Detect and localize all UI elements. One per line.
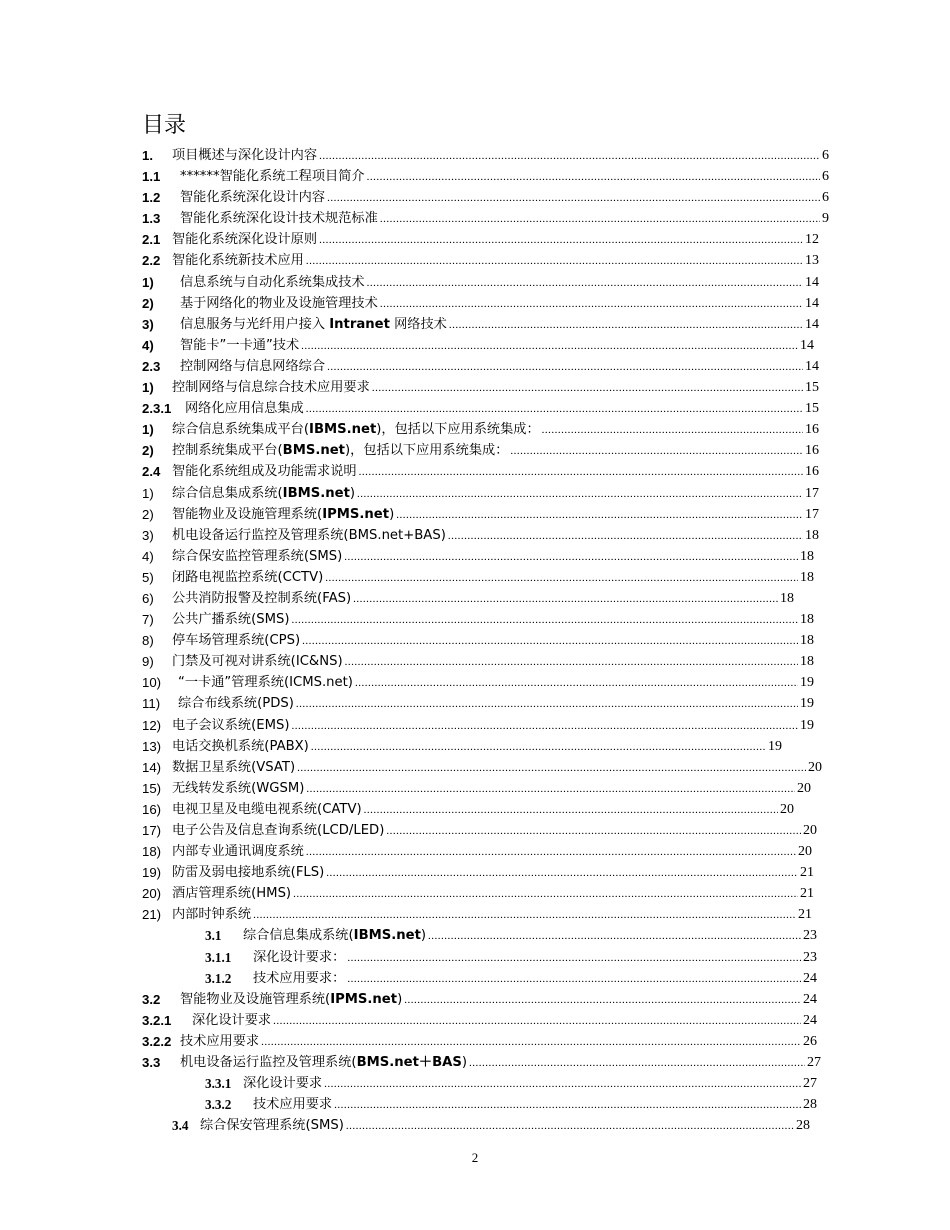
toc-entry-page: 23 (803, 949, 817, 965)
toc-dot-leader (345, 652, 798, 673)
toc-dot-leader (346, 1116, 794, 1137)
toc-entry-number: 13) (142, 738, 162, 754)
toc-dot-leader (364, 800, 778, 821)
toc-entry-number: 20) (142, 886, 162, 902)
toc-entry-page: 21 (800, 886, 814, 902)
toc-entry-number: 11) (142, 696, 161, 712)
toc-entry-page: 18 (780, 590, 794, 606)
toc-dot-leader (380, 294, 803, 315)
toc-entry-title: 防雷及弱电接地系统(FLS) (172, 865, 325, 881)
toc-entry-page: 28 (803, 1097, 817, 1113)
toc-dot-leader (301, 336, 798, 357)
toc-entry-page: 18 (800, 654, 814, 670)
toc-entry-page: 18 (800, 548, 814, 564)
toc-entry-number: 1.2 (142, 190, 161, 206)
toc-entry-page: 18 (805, 527, 819, 543)
toc-entry-number: 12) (142, 717, 162, 733)
toc-dot-leader (334, 1095, 801, 1116)
toc-dot-leader (319, 146, 820, 167)
toc-entry-page: 27 (803, 1076, 817, 1092)
toc-dot-leader (297, 758, 806, 779)
toc-entry-page: 21 (800, 865, 814, 881)
toc-entry-title: 控制系统集成平台(BMS.net)，包括以下应用系统集成： (172, 443, 509, 459)
toc-entry[interactable] (0, 567, 950, 588)
toc-entry-title: 机电设备运行监控及管理系统(BMS.net+BAS) (172, 527, 446, 543)
toc-entry-title: 深化设计要求： (253, 949, 346, 965)
toc-entry[interactable] (0, 883, 950, 904)
toc-entry[interactable] (0, 947, 950, 968)
toc-entry[interactable] (0, 588, 950, 609)
toc-dot-leader (367, 167, 820, 188)
toc-entry[interactable] (0, 630, 950, 651)
toc-entry-title: 控制网络与信息综合技术应用要求 (172, 380, 370, 396)
toc-entry-title: 深化设计要求 (192, 1012, 272, 1028)
toc-entry-title: 智能物业及设施管理系统(IPMS.net) (172, 506, 395, 522)
toc-entry-page: 17 (805, 485, 819, 501)
toc-entry[interactable] (0, 314, 950, 335)
toc-entry[interactable] (0, 335, 950, 356)
toc-dot-leader (449, 315, 803, 336)
toc-entry[interactable] (0, 799, 950, 820)
toc-dot-leader (344, 547, 798, 568)
toc-entry-title: 综合保安管理系统(SMS) (200, 1118, 344, 1134)
toc-entry[interactable] (0, 862, 950, 883)
toc-dot-leader (380, 209, 820, 230)
toc-entry-title: 数据卫星系统(VSAT) (172, 759, 296, 775)
toc-entry[interactable] (0, 504, 950, 525)
toc-entry[interactable] (0, 166, 950, 187)
toc-entry-title: 综合信息集成系统(IBMS.net) (172, 485, 356, 501)
toc-entry-title: 门禁及可视对讲系统(IC&NS) (172, 654, 343, 670)
toc-dot-leader (302, 631, 798, 652)
toc-title: 目录 (142, 113, 187, 138)
toc-entry-page: 24 (803, 991, 817, 1007)
toc-entry-title: 基于网络化的物业及设施管理技术 (180, 295, 378, 311)
toc-entry-number: 4) (142, 548, 154, 564)
toc-entry-number: 3.2.1 (142, 1012, 172, 1028)
toc-entry[interactable] (0, 398, 950, 419)
toc-entry-title: 机电设备运行监控及管理系统(BMS.net＋BAS) (180, 1055, 468, 1071)
toc-entry-number: 2) (142, 443, 154, 459)
toc-dot-leader (347, 969, 801, 990)
toc-entry[interactable] (0, 145, 950, 166)
toc-entry-number: 7) (142, 612, 154, 628)
toc-entry[interactable] (0, 1073, 950, 1094)
toc-entry-title: 公共广播系统(SMS) (172, 612, 290, 628)
toc-entry-title: 内部专业通讯调度系统 (172, 844, 304, 860)
toc-entry-page: 20 (797, 780, 811, 796)
toc-entry-title: 智能化系统组成及功能需求说明 (172, 464, 357, 480)
toc-entry-number: 19) (142, 865, 162, 881)
toc-entry-number: 8) (142, 633, 154, 649)
toc-dot-leader (306, 842, 796, 863)
toc-entry-number: 14) (142, 759, 162, 775)
toc-entry-title: 智能卡”一卡通”技术 (180, 337, 300, 353)
toc-entry-title: 综合布线系统(PDS) (178, 696, 294, 712)
toc-entry-number: 6) (142, 590, 154, 606)
toc-dot-leader (428, 926, 801, 947)
toc-entry-page: 19 (800, 696, 814, 712)
toc-dot-leader (273, 1011, 801, 1032)
toc-dot-leader (367, 273, 803, 294)
toc-entry-number: 15) (142, 780, 162, 796)
toc-dot-leader (359, 462, 803, 483)
toc-entry-page: 23 (803, 928, 817, 944)
toc-entry-page: 20 (808, 759, 822, 775)
toc-entry[interactable] (0, 356, 950, 377)
toc-dot-leader (292, 610, 798, 631)
toc-dot-leader (311, 737, 766, 758)
toc-entry-page: 20 (803, 823, 817, 838)
toc-entry-title: 信息服务与光纤用户接入 Intranet 网络技术 (180, 316, 447, 332)
toc-entry-page: 28 (796, 1118, 810, 1134)
toc-entry-page: 14 (805, 274, 819, 290)
toc-entry[interactable] (0, 693, 950, 714)
toc-dot-leader (386, 821, 801, 842)
toc-entry-page: 12 (805, 232, 819, 248)
toc-entry-number: 3.2.2 (142, 1033, 172, 1049)
toc-entry[interactable] (0, 672, 950, 693)
toc-dot-leader (324, 1074, 801, 1095)
toc-entry-number: 18) (142, 844, 162, 860)
toc-entry-title: 综合信息集成系统(IBMS.net) (243, 928, 427, 944)
toc-entry[interactable] (0, 272, 950, 293)
page-number: 2 (471, 1150, 479, 1165)
toc-entry-number: 5) (142, 569, 154, 585)
toc-entry[interactable] (0, 525, 950, 546)
toc-entry-number: 1) (142, 422, 154, 438)
toc-entry-number: 3.3.1 (205, 1076, 232, 1092)
toc-list (0, 145, 950, 1136)
toc-dot-leader (357, 484, 803, 505)
toc-entry-title: 技术应用要求： (253, 970, 346, 986)
toc-dot-leader (326, 863, 798, 884)
toc-entry-title: 控制网络与信息网络综合 (180, 358, 326, 374)
toc-dot-leader (293, 884, 798, 905)
toc-entry-title: ******智能化系统工程项目简介 (180, 169, 365, 185)
toc-entry-number: 10) (142, 675, 162, 691)
toc-entry-title: 项目概述与深化设计内容 (172, 148, 318, 163)
toc-entry-number: 3) (142, 527, 154, 543)
toc-entry-title: 酒店管理系统(HMS) (172, 886, 292, 902)
toc-entry-title: 电视卫星及电缆电视系统(CATV) (172, 801, 362, 817)
toc-dot-leader (327, 357, 803, 378)
toc-entry-title: 技术应用要求 (180, 1033, 260, 1049)
toc-entry-number: 4) (142, 337, 154, 353)
toc-entry[interactable] (0, 546, 950, 567)
toc-entry[interactable] (0, 187, 950, 208)
toc-dot-leader (448, 526, 803, 547)
toc-entry-title: 深化设计要求 (243, 1076, 323, 1092)
toc-entry-number: 17) (142, 823, 162, 838)
toc-entry-page: 14 (805, 358, 819, 374)
toc-entry-page: 6 (822, 190, 829, 206)
toc-entry-number: 3.1.2 (205, 970, 232, 986)
toc-dot-leader (306, 251, 803, 272)
toc-dot-leader (372, 378, 803, 399)
toc-entry-page: 18 (800, 569, 814, 585)
toc-entry-page: 14 (805, 316, 819, 332)
toc-entry-title: 电话交换机系统(PABX) (172, 738, 309, 754)
toc-entry[interactable] (0, 377, 950, 398)
toc-entry[interactable] (0, 778, 950, 799)
toc-dot-leader (469, 1053, 805, 1074)
toc-entry-page: 18 (800, 633, 814, 649)
toc-entry-number: 1) (142, 274, 154, 290)
toc-entry-page: 24 (803, 1012, 817, 1028)
toc-entry[interactable] (0, 440, 950, 461)
toc-entry[interactable] (0, 989, 950, 1010)
toc-entry-title: 电子会议系统(EMS) (172, 717, 290, 733)
toc-entry-number: 1.3 (142, 211, 161, 227)
toc-entry-number: 2.3.1 (142, 401, 172, 417)
toc-entry-number: 16) (142, 801, 162, 817)
toc-entry[interactable] (0, 1115, 950, 1136)
toc-entry-page: 24 (803, 970, 817, 986)
toc-entry-title: 智能化系统新技术应用 (172, 253, 304, 269)
toc-entry-title: 智能化系统深化设计内容 (180, 190, 326, 206)
toc-entry-page: 17 (805, 506, 819, 522)
toc-dot-leader (327, 188, 820, 209)
toc-entry-number: 3.3.2 (205, 1097, 232, 1113)
toc-dot-leader (325, 568, 798, 589)
toc-entry[interactable] (0, 208, 950, 229)
toc-dot-leader (319, 230, 803, 251)
toc-dot-leader (542, 420, 803, 441)
toc-entry-number: 3.1.1 (205, 949, 232, 965)
toc-entry-page: 20 (798, 844, 812, 860)
toc-entry-number: 2.3 (142, 358, 161, 374)
toc-entry-number: 2) (142, 506, 154, 522)
toc-entry-title: 技术应用要求 (253, 1097, 333, 1113)
toc-entry[interactable] (0, 736, 950, 757)
toc-entry[interactable] (0, 1052, 950, 1073)
toc-entry-title: 内部时钟系统 (172, 907, 252, 923)
toc-entry-number: 2) (142, 295, 154, 311)
toc-entry-title: “一卡通”管理系统(ICMS.net) (178, 675, 353, 691)
toc-entry[interactable] (0, 757, 950, 778)
toc-entry-title: 闭路电视监控系统(CCTV) (172, 569, 324, 585)
toc-entry[interactable] (0, 651, 950, 672)
toc-entry[interactable] (0, 419, 950, 440)
toc-entry-title: 公共消防报警及控制系统(FAS) (172, 590, 352, 606)
toc-entry-page: 14 (805, 295, 819, 311)
toc-entry[interactable] (0, 904, 950, 925)
toc-entry-page: 26 (803, 1033, 817, 1049)
toc-entry-page: 16 (805, 443, 819, 459)
toc-entry-title: 信息系统与自动化系统集成技术 (180, 274, 365, 290)
toc-entry-page: 16 (805, 464, 819, 480)
toc-entry-number: 1.1 (142, 169, 161, 185)
toc-entry[interactable] (0, 293, 950, 314)
toc-entry-page: 27 (807, 1055, 821, 1071)
toc-entry-page: 16 (805, 422, 819, 438)
toc-entry-number: 21) (142, 907, 162, 923)
toc-entry[interactable] (0, 483, 950, 504)
toc-entry-number: 2.2 (142, 253, 161, 269)
toc-entry-page: 15 (805, 401, 819, 417)
toc-entry-page: 21 (798, 907, 812, 923)
toc-entry[interactable] (0, 968, 950, 989)
toc-entry-page: 19 (768, 738, 782, 754)
toc-entry-title: 综合保安监控管理系统(SMS) (172, 548, 343, 564)
toc-entry-page: 15 (805, 380, 819, 396)
toc-entry-number: 3) (142, 316, 154, 332)
toc-entry-number: 1) (142, 485, 154, 501)
toc-entry[interactable] (0, 925, 950, 946)
toc-entry-page: 13 (805, 253, 819, 269)
toc-dot-leader (253, 905, 796, 926)
toc-entry[interactable] (0, 229, 950, 250)
toc-dot-leader (404, 990, 801, 1011)
toc-entry-number: 2.1 (142, 232, 161, 248)
toc-entry-title: 电子公告及信息查询系统(LCD/LED) (172, 823, 385, 838)
toc-entry[interactable] (0, 841, 950, 862)
toc-entry[interactable] (0, 1031, 950, 1052)
toc-dot-leader (353, 589, 778, 610)
toc-entry-title: 无线转发系统(WGSM) (172, 780, 305, 796)
toc-entry-number: 3.1 (205, 928, 222, 944)
toc-dot-leader (347, 948, 801, 969)
toc-dot-leader (306, 779, 795, 800)
toc-entry-title: 停车场管理系统(CPS) (172, 633, 301, 649)
toc-entry-page: 6 (822, 148, 829, 163)
toc-entry-page: 6 (822, 169, 829, 185)
toc-entry-title: 综合信息系统集成平台(IBMS.net)，包括以下应用系统集成： (172, 422, 540, 438)
toc-entry-title: 智能物业及设施管理系统(IPMS.net) (180, 991, 403, 1007)
toc-entry[interactable] (0, 461, 950, 482)
toc-dot-leader (355, 673, 798, 694)
toc-dot-leader (306, 399, 803, 420)
toc-dot-leader (296, 694, 798, 715)
toc-entry-number: 1. (142, 148, 153, 163)
toc-entry-number: 1) (142, 380, 154, 396)
toc-entry-number: 3.2 (142, 991, 161, 1007)
toc-entry[interactable] (0, 609, 950, 630)
toc-entry[interactable] (0, 1094, 950, 1115)
toc-entry-page: 19 (800, 717, 814, 733)
toc-entry-page: 18 (800, 612, 814, 628)
toc-entry-number: 9) (142, 654, 154, 670)
toc-dot-leader (396, 505, 803, 526)
toc-entry-number: 3.4 (172, 1118, 189, 1134)
toc-entry-page: 9 (822, 211, 829, 227)
toc-entry-title: 智能化系统深化设计原则 (172, 232, 318, 248)
toc-dot-leader (261, 1032, 801, 1053)
toc-entry-title: 网络化应用信息集成 (185, 401, 304, 417)
toc-entry-page: 14 (800, 337, 814, 353)
toc-entry-page: 19 (800, 675, 814, 691)
toc-dot-leader (292, 716, 799, 737)
toc-entry[interactable] (0, 820, 950, 841)
toc-entry-page: 20 (780, 801, 794, 817)
toc-entry[interactable] (0, 1010, 950, 1031)
toc-entry-title: 智能化系统深化设计技术规范标准 (180, 211, 378, 227)
toc-entry-number: 2.4 (142, 464, 161, 480)
toc-entry[interactable] (0, 250, 950, 271)
toc-entry-number: 3.3 (142, 1055, 161, 1071)
toc-entry[interactable] (0, 715, 950, 736)
toc-dot-leader (510, 441, 803, 462)
